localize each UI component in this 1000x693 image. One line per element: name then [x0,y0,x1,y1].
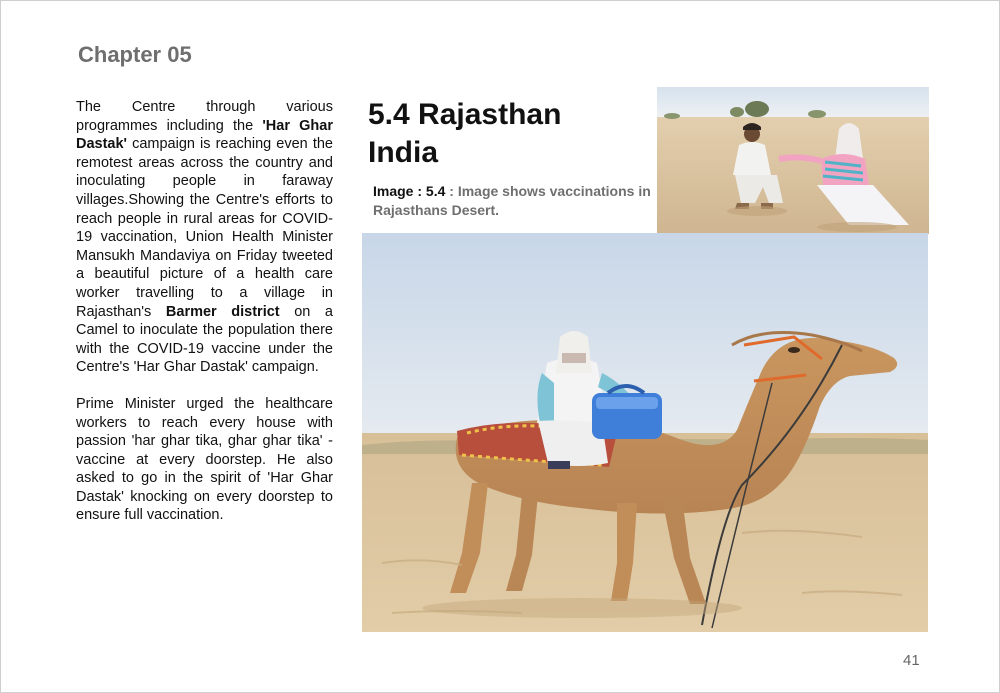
caption-text: : Image shows vaccinations in Rajasthans Desert. [373,183,651,218]
p1-part-a: The Centre through various programmes including the [76,99,333,134]
image-caption [373,182,658,220]
paragraph-1 [76,98,333,377]
caption-label: Image : 5.4 [373,183,446,199]
vaccination-photo-small [657,87,929,234]
section-title-line-1: 5.4 Rajasthan [368,98,562,131]
section-title-line-2: India [368,136,439,169]
section-title [368,96,648,172]
p1-bold-har-ghar-dastak: 'Har Ghar Dastak' [76,117,333,153]
p1-part-e: on a Camel to inoculate the population there with the COVID-19 vaccine under the Centre's 'Har Ghar Dastak' campaign. [76,303,333,376]
p1-part-c: campaign is reaching even the remotest areas across the country and inoculating people in faraway villages.Showing the Centre's efforts to reach people in rural areas for COVID-19 vaccination, Union Health Minister Mansukh Mandaviya on Friday tweeted a beautiful picture of a health care worker travelling to a village in Rajasthan's [76,136,333,320]
chapter-heading: Chapter 05 [78,42,192,67]
page-number: 41 [903,652,920,669]
paragraph-2: Prime Minister urged the healthcare workers to reach every house with passion 'har ghar tika, ghar ghar tika' - vaccine at every doorstep. He also asked to go in the spirit of 'Har Ghar Dastak' knocking on every doorstep to ensure full vaccination. [76,395,333,524]
camel-photo-large [362,233,928,632]
p1-bold-barmer: Barmer district [165,303,280,320]
body-text [76,98,333,525]
